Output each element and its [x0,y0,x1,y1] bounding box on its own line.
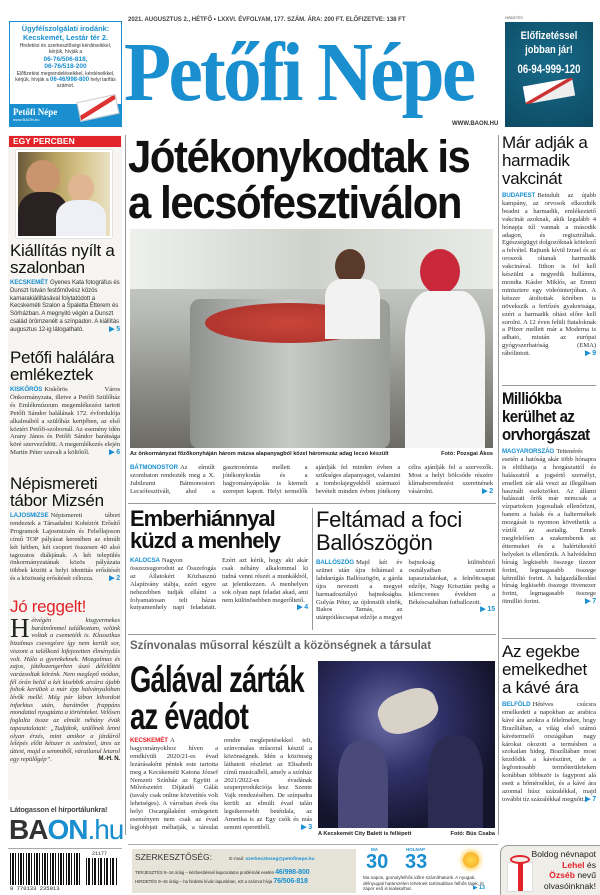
ad-logo-strip [10,104,121,126]
sun-icon [463,852,479,868]
article-text: Az elmúlt szombaton rendezték meg a X. Jubileumi Bátmonostori Lecsófesztivált, ahol a gasztronómia mellett a jótékonykodás és a hagyományápolás is kiemelt szerepet kapott. Helyi termelők ajánlják fel minden évben a szükséges alapanyagot, valamint a tombolajegyekből származó bevételt minden évben jótékony célra ajánlják fel a szervezők. Most a helyi bölcsőde részére klímaberendezést szeretnének vásárolni. [130,464,493,495]
page-ref[interactable]: ▶ 4 [297,604,308,612]
column-divider [125,135,126,835]
nameday-greeting: olvasóinknak! [543,880,596,891]
article-headline[interactable]: Már adják a harmadik vakcinát [502,133,588,188]
divider [128,844,498,845]
page-ref[interactable]: ▶ 15 [480,606,495,614]
sidebar-article [10,349,120,457]
article-headline[interactable]: Petőfi halálára emlékeztek [10,348,115,384]
article-kicker: KECSKEMÉT [130,737,168,744]
cook-figure [405,291,485,448]
ad-label: HIRDETÉS [505,16,523,20]
page-ref[interactable]: ▶ 3 [301,823,312,831]
ad-phone: 06-94-999-120 [517,62,581,76]
gala-photo [318,661,495,828]
column-divider [498,135,499,835]
barcode [10,853,82,885]
lead-photo [130,229,493,448]
article-kicker: BUDAPEST [502,192,536,199]
article-kicker: BELFÖLD [502,701,531,708]
divider [128,634,496,635]
ad-url: www.BAON.hu [13,117,40,122]
distribution-phone: 46/998-800 [275,869,310,876]
ads-text: HIRDETÉS 8–16 óráig – ha hirdetni kíván lapunkban, ezt a számot hívja [135,879,273,884]
lead-body [130,464,493,496]
article [502,134,596,358]
photo-caption: Az önkormányzat főzőkonyháján három mázsa alapanyagból közel háromszáz adag lecsó készült [130,451,389,457]
column-text: étvégén kisgyermekes barátnőmmel találkoztam, velünk voltak a csemetéik is. Klasszikus bizalmas csevegésre így nem került sor, viszont a találkozó kifejezetten élménydús volt. Hála a gyerekeknek. Mozgalmas és zajos, játékszengerben úszó délelőttöt varázsoltak körénk. Nem meglepő módon, fél órán belül a két kisebbik arcára újabb foltok kerültek a már épp halványulóban lévők mellé. Még pár lábon kihordott infarktus után, barátnőm frappáns mondattal nyugtázta a történteket. Velősen foglalta össze az elmúlt néhány évük tapasztalatait: „Tudjátok, szülőnek lenni olyan érzés, mint amikor a járdáról lelépés előtt kétszer is szétnézel, üres az úttest, majd a semmiből, váratlanul letarol egy repülőgép”. [10,617,120,763]
article-body [502,701,596,804]
nameday-box: Boldog névnapot Lehel és Özséb nevű olvasóinknak! [500,845,600,895]
article-body [502,192,596,358]
ad-address: Kecskemét, Lestár tér 2. [22,33,109,42]
page-ref[interactable]: ▶ 6 [109,449,120,457]
gift-icon [507,862,533,892]
cook-figure [420,249,460,294]
gala-headline[interactable]: Gálával zárták az évadot [130,659,304,737]
sidebar-article [10,242,120,334]
article-body [10,279,120,334]
article-text: Majd két év szünet után újra feltámad a labdarúgás Ballószögön, a gárda újra nevezett a megyei harmadosztályú bajnokságba. Gulyás Péter, az újdonsült elnök, Bakos Tamás, az utánpótláscsapat edzője a megyei bajnokság különböző osztályaiban szerzett tapasztalatokat, a felnőttcsapat edzője, Nagy Krisztián pedig a kilencvenes években a Békéscsabában futballozott. [316,559,495,622]
ad-headline: Előfizetéssel [520,30,578,42]
divider [502,638,596,639]
ad-text: Előfizetési megrendeléseikkel, kérdéseikkel, kérjük, hívják a 06-46/998-800 helyi tarifás számot. [15,71,116,89]
barcode-number: 9 770133 235013 [10,885,60,892]
article [316,508,495,622]
today-label: MA [371,847,378,852]
column-signature: M.-H. N. [98,755,120,762]
article-body [10,386,120,457]
article-text: Hétéves csúcsra emelkedett a napokban az arabica kávé ára azokra a félelmekre, hogy Brazíliában, a világ első számú kávétermelő országában nagy károkat okozott a termésben a szokatlan hideg. Brazíliában most kezdődik a kávészüret, de a legfontosabb termőterületeken korábban többször is fagypont alá esett a hőmérséklet, és a kávé ára azonnal húsz százalékkal, majd további tíz százalékkal megnőtt. [502,701,596,803]
tomorrow-label: HOLNAP [406,847,425,852]
distribution-text: TERJESZTÉS 8–16 óráig – kézbesítéssel kapcsolatos problémák esetén [135,870,274,875]
ad-text: Hirdetési és szerkesztőségi kérdéseikkel, kérjük, hívják a [19,43,112,55]
article-kicker: KALOCSA [130,557,160,564]
dancer-figure [428,736,483,828]
today-temperature: 30 [366,851,389,873]
tomorrow-temperature: 33 [405,851,428,873]
column-title: Jó reggelt! [10,597,87,616]
article-headline[interactable]: Az egekbe emelkedhet a kávé ára [502,642,587,697]
dancer-figure [373,682,443,740]
article-text: A hagyományokhoz híven a rendkívüli 2020/21-es évad lezárásaként péntek este tartotta meg a Kecskeméti Katona József Nemzeti Színház az Együtt a Művészetért Díjátadó Gálát (tavaly csak online közvetítés volt lehetséges). A városban évek óta helyi Oscargálaként emlegetett eseményen nem csak az évad legjobbjait méltatják, a társulat rendre meglepetésekkel teli, színvonalas műsorral készül a közönségnek. Idén a közönség láthatott részletet az Elisabeth című musicalből, amely a színház 2021/2022-es évadának szuperprodukciója lesz Szente Vajk rendezésében. De színpadra került az elmúlt évad talán legsikeresebb betétdala, az Amerika is az Egy csók és más semmi operettből. [130,737,312,831]
lead-headline[interactable]: Jótékonykodtak is a lecsófesztiválon [128,131,470,228]
ad-logo: Petőfi Népe [13,107,58,117]
page-ref[interactable]: ▶ 5 [109,325,120,333]
column-divider [312,508,313,630]
divider [502,385,596,386]
page-ref[interactable]: ▶ 2 [109,575,120,583]
barcode-number: 21177 [92,851,108,857]
article-kicker: BÁTMONOSTOR [130,464,178,471]
article-body [502,448,596,606]
boy-shirt [56,200,106,238]
article-kicker: KECSKEMÉT [10,279,48,286]
newspaper-image [523,78,575,104]
nameday-greeting: Boldog névnapot [531,849,596,859]
cook-figure [325,279,380,339]
section-label: EGY PERCBEN [9,136,121,147]
sidebar-photo [16,150,112,238]
subscription-ad[interactable] [505,22,593,127]
page-ref[interactable]: ▶ 7 [585,795,596,803]
article [502,390,596,606]
article [130,508,308,612]
article-body [316,559,495,622]
ad-headline: jobban jár! [525,44,573,56]
page-ref[interactable]: ▶ 2 [482,487,493,495]
customer-service-ad [9,21,122,127]
dancer-figure [338,741,388,828]
article-body [10,512,120,583]
article-text: Beindult az újabb kampány, az orvosok elkezdték beadni a harmadik, emlékeztető vakcinát azoknak, akik legalább 4 hónapja túl vannak a második adagon, és regisztráltak. Egészségügyi dolgozóknak kötelező a felvétel. Rajtunk kívül Izrael és az oroszok oltanak harmadik vakcinával. Itthon is fel kell készülni a negyedik hullámra, mondta Kásler Miklós, az Emmi minisztere egy videóinterjúban. A kétszer átoltottak körében is növekszik a fertőzés gyakorisága, ezért a harmadik oltást előre kell sorolni. A 12 éven felüli fiataloknak a Pfizer mellett már a Moderna is adható, miután az európai gyógyszerhatóság (EMA) rábólintott. [502,192,597,358]
article-body [130,557,308,612]
article-text: Kiskőrös Város Önkormányzata, illetve a Petőfi Szülőház és Emlékmúzeum megemlékezést tartott Petőfi Sándor halálának 172. évfordulója alkalmából a szülőház kertjében, az első köztéri Petőfi-szobornál. Az esemény idén Arany János és Petőfi Sándor barátsága köré szerveződött. A megemlékezés elején Martin Péter szavalt a költőtől. [10,386,120,457]
woman-figure [26,160,60,194]
masthead-logo: Petőfi Népe [124,26,474,119]
article-text: Nagyon összezsugorodott az Összefogás az Állatokért Közhasznú Alapítvány stábja, ezért egyre nehezebben tudják ellátni a folyamatosan telt házas kutyamenhely napi feladatait. Ezért azt kérik, hogy aki akár csak néhány alkalommal ki tudná venni részét a munkákból, az jelentkezzen. A menhelyen sok olyan napi feladat akad, ami nem különösebben megerőltető. [130,557,308,612]
article-text: Gyenes Kata fotográfus és Dunszt István festőművész közös kamarakiállításával folytatódott a Kecskeméti Szalon a Spaletta Étterem és Sörházban. A megnyitó végén a Dunszt család örömzenélt a színpadon. A kiállítás augusztus 12-ig látogatható. [10,279,120,333]
divider [8,848,122,849]
weather-forecast: Ma napos, gomolyfelhős időre számíthatunk. A nyugati, délnyugati határszélen lehetnek tartósabban felhős tájak, itt zápor eső is kialakulhat. ▶ 13 [363,875,485,892]
photo-credit: Fotó: Pozsgai Ákos [441,451,493,457]
article-kicker: MAGYARORSZÁG [502,448,555,455]
page-ref[interactable]: ▶ 7 [585,598,596,606]
email-label: E-mail: [229,857,245,862]
sidebar-article [10,475,120,583]
article-headline[interactable]: Népismereti tábor Mizsén [10,474,104,510]
article-overline: Színvonalas műsorral készült a közönségnek a társulat [130,640,432,652]
article [502,643,596,804]
article-text: Népismereti tábort rendeztek a Társadalmi Kohéziót Erősítő Programok Lajosmizsén és Felsőlajoson című TOP pályázat keretében az elmúlt két hétben, két csoport összesen 40 alsó tagozatos diákjának. A két település önkormányzatának közös pályázata többek között a helyi identitás erősítését és a közösség erősítését célozza. [10,512,120,583]
article-kicker: KISKŐRÖS [10,386,43,393]
article-text: Tettenérés esetén a hatóság akár több hónapra is eltilthatja a horgászattól és halászattól a jogsértő személyt, emellett zár alá veszi az illegálisan használt eszközöket. Az állami halászati őrök már nemcsak a vízpartokon jogosultak ellenőrizni, hanem a halak és a haltermékek mozgását is nyomon követhetik a víztől az asztalig. Ennek megfelelően a szakemberek az éttermeket és a halértékesítő helyeket is ellenőrzik. A halvédelmi bírság legkisebb összege tízezer forint, legmagasabb összege kétmillió forint. A halgazdálkodási bírság legkisebb összege ötvenezer forint, legmagasabb összege ötmillió forint. [502,448,596,606]
article-kicker: LAJOSMIZSE [10,512,49,519]
baon-logo[interactable]: BAON.hu [9,814,124,845]
photo-caption: A Kecskemét City Balett is fellépett [318,831,412,837]
photo-credit: Fotó: Bús Csaba [450,831,495,837]
email-link[interactable]: szerkesztoseg@petofinepe.hu [245,857,315,862]
article-headline[interactable]: Kiállítás nyílt a szalonban [10,241,115,277]
article-kicker: BALLÓSZÖG [316,559,354,566]
article-headline[interactable]: Feltámad a foci Ballószögön [316,507,462,555]
weather-box [363,847,485,893]
editorial-box [132,849,356,893]
ad-phone: 06-76/518-200 [44,63,87,70]
morning-column [10,598,120,763]
ads-phone: 76/506-818 [273,878,308,885]
article-headline[interactable]: Emberhiánnyal küzd a menhely [130,506,280,553]
column-body [10,613,120,763]
page-ref[interactable]: ▶ 9 [585,350,596,358]
website-link[interactable]: WWW.BAON.HU [452,121,499,127]
dateline: 2021. AUGUSZTUS 2., HÉTFŐ • LXXVI. ÉVFOLYAM, 177. SZÁM. ÁRA: 200 FT. ELŐFIZETVE: 138 FT [128,17,406,23]
editorial-label: SZERKESZTŐSÉG: [135,852,212,862]
portal-promo: Látogasson el hírportálunkra! [10,805,108,814]
divider [128,503,496,504]
barcode-addon [86,858,118,885]
drop-cap: H [10,613,30,643]
gala-body [130,737,312,832]
boy-figure [68,174,94,202]
article-headline[interactable]: Milliókba kerülhet az orvhorgászat [502,389,590,444]
ad-title: Ügyfélszolgálati irodánk: [21,24,110,33]
gift-bow-icon [510,855,530,864]
ad-phone: 06-76/506-818, [43,56,88,63]
